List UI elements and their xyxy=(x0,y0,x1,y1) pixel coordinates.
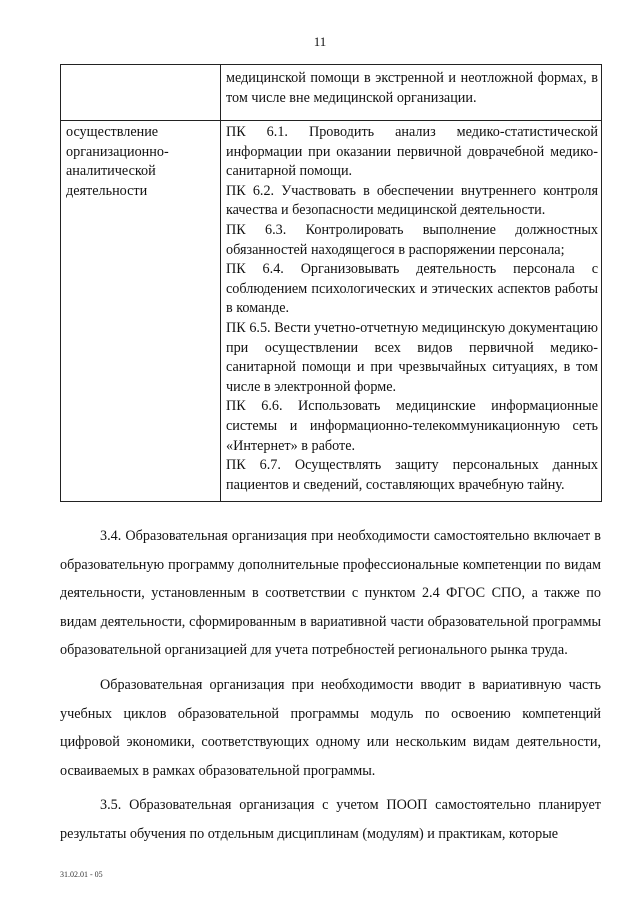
competency-item-pk-6-3: ПК 6.3. Контролировать выполнение должностных обязанностей находящегося в распоряжении персонала; xyxy=(226,221,598,258)
competency-continuation-cell xyxy=(221,65,602,121)
table-row xyxy=(61,65,602,121)
page-number: 11 xyxy=(313,34,327,49)
competency-item-pk-6-5: ПК 6.5. Вести учетно-отчетную медицинскую документацию при осуществлении всех видов первичной медико-санитарной помощи и при чрезвычайных ситуациях, в том числе в электронной форме. xyxy=(226,319,598,395)
competency-item-pk-6-6: ПК 6.6. Использовать медицинские информационные системы и информационно-телекоммуникационную сеть «Интернет» в работе. xyxy=(226,398,598,454)
paragraph-3-5: 3.5. Образовательная организация с учетом ПООП самостоятельно планирует результаты обучения по отдельным дисциплинам (модулям) и практикам, которые xyxy=(60,797,601,842)
competency-item-pk-6-4: ПК 6.4. Организовывать деятельность персонала с соблюдением психологических и этических аспектов работы в команде. xyxy=(226,261,598,317)
competency-item-pk-6-1: ПК 6.1. Проводить анализ медико-статистической информации при оказании первичной доврачебной медико-санитарной помощи. xyxy=(226,124,598,180)
competency-continuation-text: медицинской помощи в экстренной и неотложной формах, в том числе вне медицинской организации. xyxy=(226,70,598,106)
body-text xyxy=(60,522,601,855)
paragraph-3-4: 3.4. Образовательная организация при необходимости самостоятельно включает в образовательную программу дополнительные профессиональные компетенции по видам деятельности, установленным в соответствии с пунктом 2.4 ФГОС СПО, а также по видам деятельности, сформированным в вариативной части образовательной программы образовательной организацией для учета потребностей регионального рынка труда. xyxy=(60,528,601,659)
footer-code: 31.02.01 - 05 xyxy=(60,870,103,879)
activity-cell-empty xyxy=(61,65,221,121)
competency-item-pk-6-2: ПК 6.2. Участвовать в обеспечении внутреннего контроля качества и безопасности медицинской деятельности. xyxy=(226,182,598,219)
paragraph-variative-part: Образовательная организация при необходимости вводит в вариативную часть учебных циклов образовательной программы модуль по освоению компетенций цифровой экономики, соответствующих одному или нескольким видам деятельности, осваиваемых в рамках образовательной программы. xyxy=(60,676,601,779)
table-row xyxy=(61,121,602,502)
activity-type-cell xyxy=(61,121,221,502)
activity-type-label: осуществление организационно-аналитической деятельности xyxy=(66,124,169,199)
competency-item-pk-6-7: ПК 6.7. Осуществлять защиту персональных данных пациентов и сведений, составляющих врачебную тайну. xyxy=(226,457,598,493)
competency-table xyxy=(60,64,602,502)
competency-list-cell xyxy=(221,121,602,502)
